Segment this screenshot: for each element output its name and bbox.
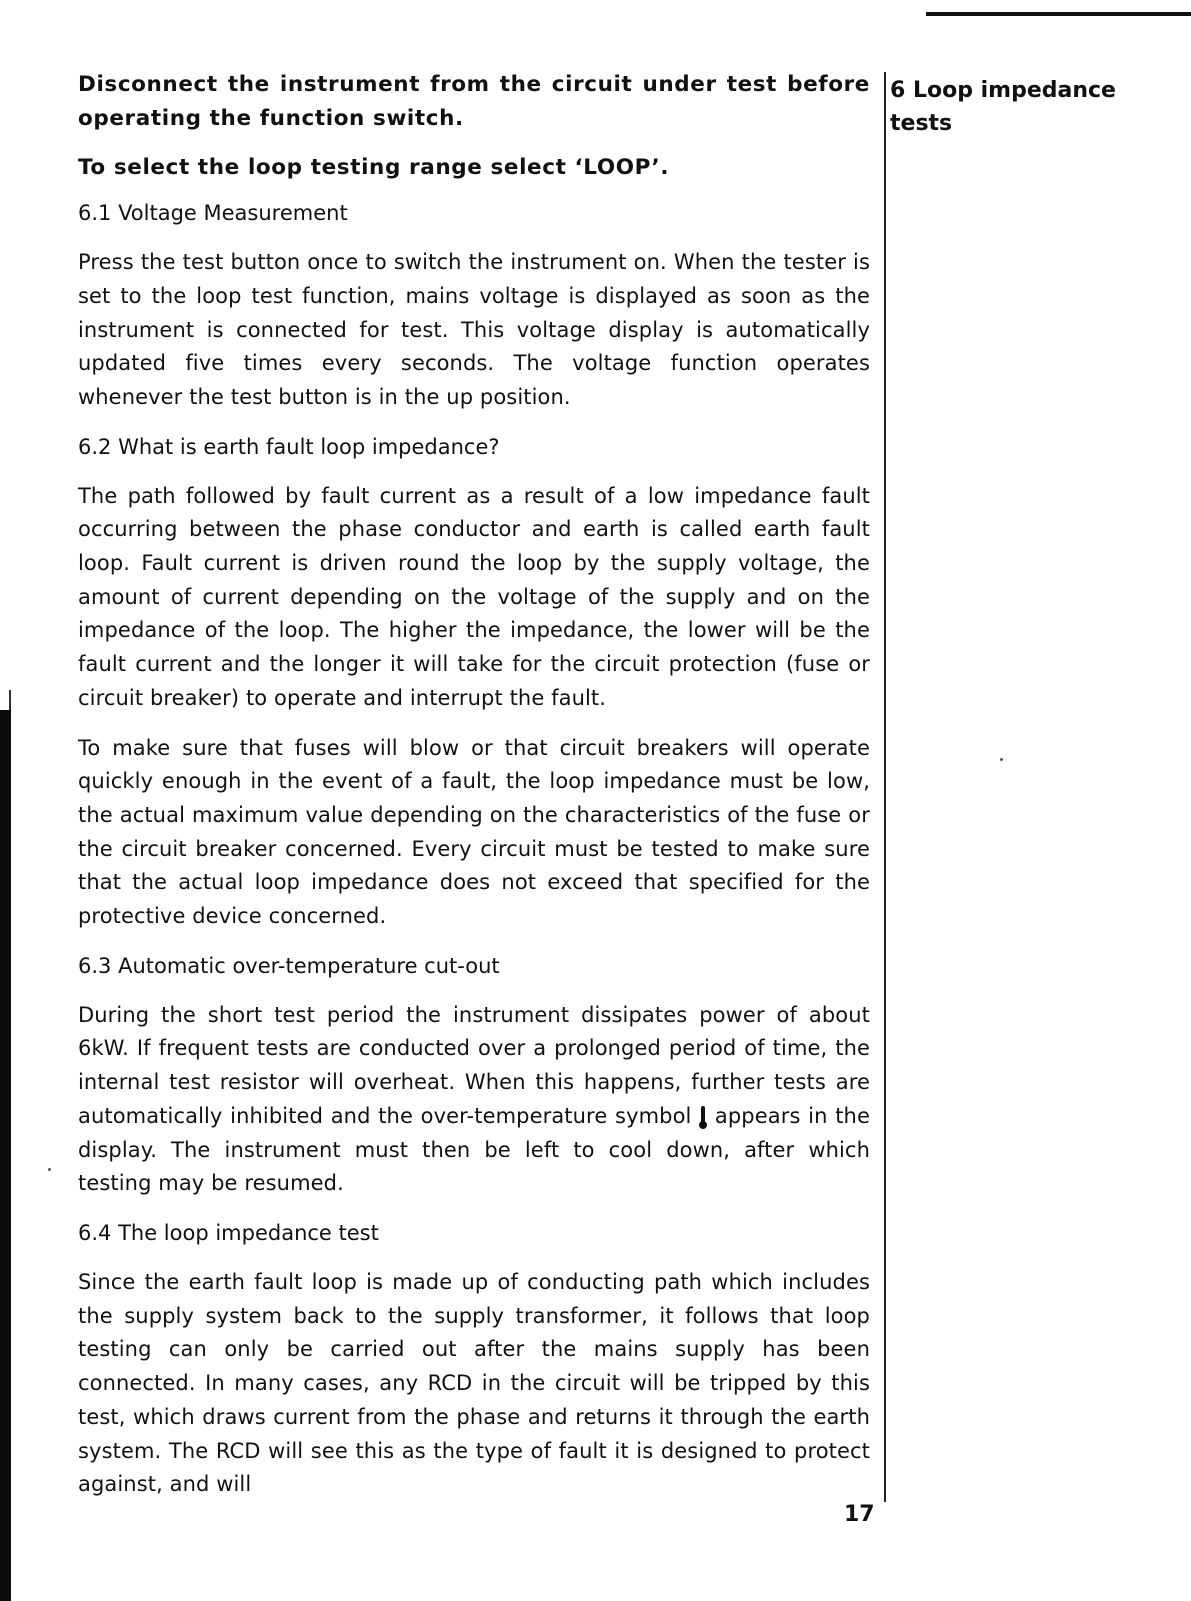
chapter-sidebar <box>890 74 1190 140</box>
section-heading-6-1: 6.1 Voltage Measurement <box>78 201 348 226</box>
section-6-2-paragraph-2: To make sure that fuses will blow or that circuit breakers will operate quickly enough in the event of a fault, the loop impedance must be low, the actual maximum value depending on the characteristics of the fuse or the circuit breaker concerned. Every circuit must be tested to make sure that the actual loop impedance does not exceed that specified for the protective device concerned. <box>78 735 870 929</box>
section-6-3-text-before-icon: During the short test period the instrument dissipates power of about 6kW. If frequent tests are conducted over a prolonged period of time, the internal test resistor will overheat. When this happens, further tests are automatically inhibited and the over-temperature symbol <box>78 1002 870 1128</box>
left-scan-edge <box>0 710 11 1601</box>
scan-speck <box>1000 758 1003 761</box>
chapter-title-line-2: tests <box>890 111 953 136</box>
section-6-1-paragraph: Press the test button once to switch the instrument on. When the tester is set to the loop test function, mains voltage is displayed as soon as the instrument is connected for test. This voltage display is automatically updated five times every seconds. The voltage function operates whenever the test button is in the up position. <box>78 250 870 409</box>
warning-text: Disconnect the instrument from the circuit under test before operating the function switch. <box>78 72 870 131</box>
section-6-4-paragraph: Since the earth fault loop is made up of conducting path which includes the supply system back to the supply transformer, it follows that loop testing can only be carried out after the mains supply has been connected. In many cases, any RCD in the circuit will be tripped by this test, which draws current from the phase and returns it through the earth system. The RCD will see this as the type of fault it is designed to protect against, and will <box>78 1269 870 1497</box>
select-range-text: To select the loop testing range select ‘LOOP’. <box>78 155 670 181</box>
section-6-3-paragraph <box>78 999 870 1201</box>
page-number: 17 <box>844 1502 875 1527</box>
thermometer-icon <box>701 1106 705 1126</box>
chapter-title-line-1: 6 Loop impedance <box>890 78 1116 103</box>
main-text-column <box>78 68 870 1502</box>
section-6-3-text-after-icon: appears in the display. The instrument must then be left to cool down, after which testing may be resumed. <box>78 1103 870 1196</box>
section-heading-6-2: 6.2 What is earth fault loop impedance? <box>78 434 500 459</box>
scan-speck <box>48 1168 51 1171</box>
section-heading-6-4: 6.4 The loop impedance test <box>78 1220 379 1245</box>
section-6-2-paragraph-1: The path followed by fault current as a result of a low impedance fault occurring between the phase conductor and earth is called earth fault loop. Fault current is driven round the loop by the supply voltage, the amount of current depending on the voltage of the supply and on the impedance of the loop. The higher the impedance, the lower will be the fault current and the longer it will take for the circuit protection (fuse or circuit breaker) to operate and interrupt the fault. <box>78 483 870 710</box>
section-heading-6-3: 6.3 Automatic over-temperature cut-out <box>78 953 500 978</box>
column-divider <box>884 72 886 1502</box>
top-rule <box>926 12 1191 16</box>
